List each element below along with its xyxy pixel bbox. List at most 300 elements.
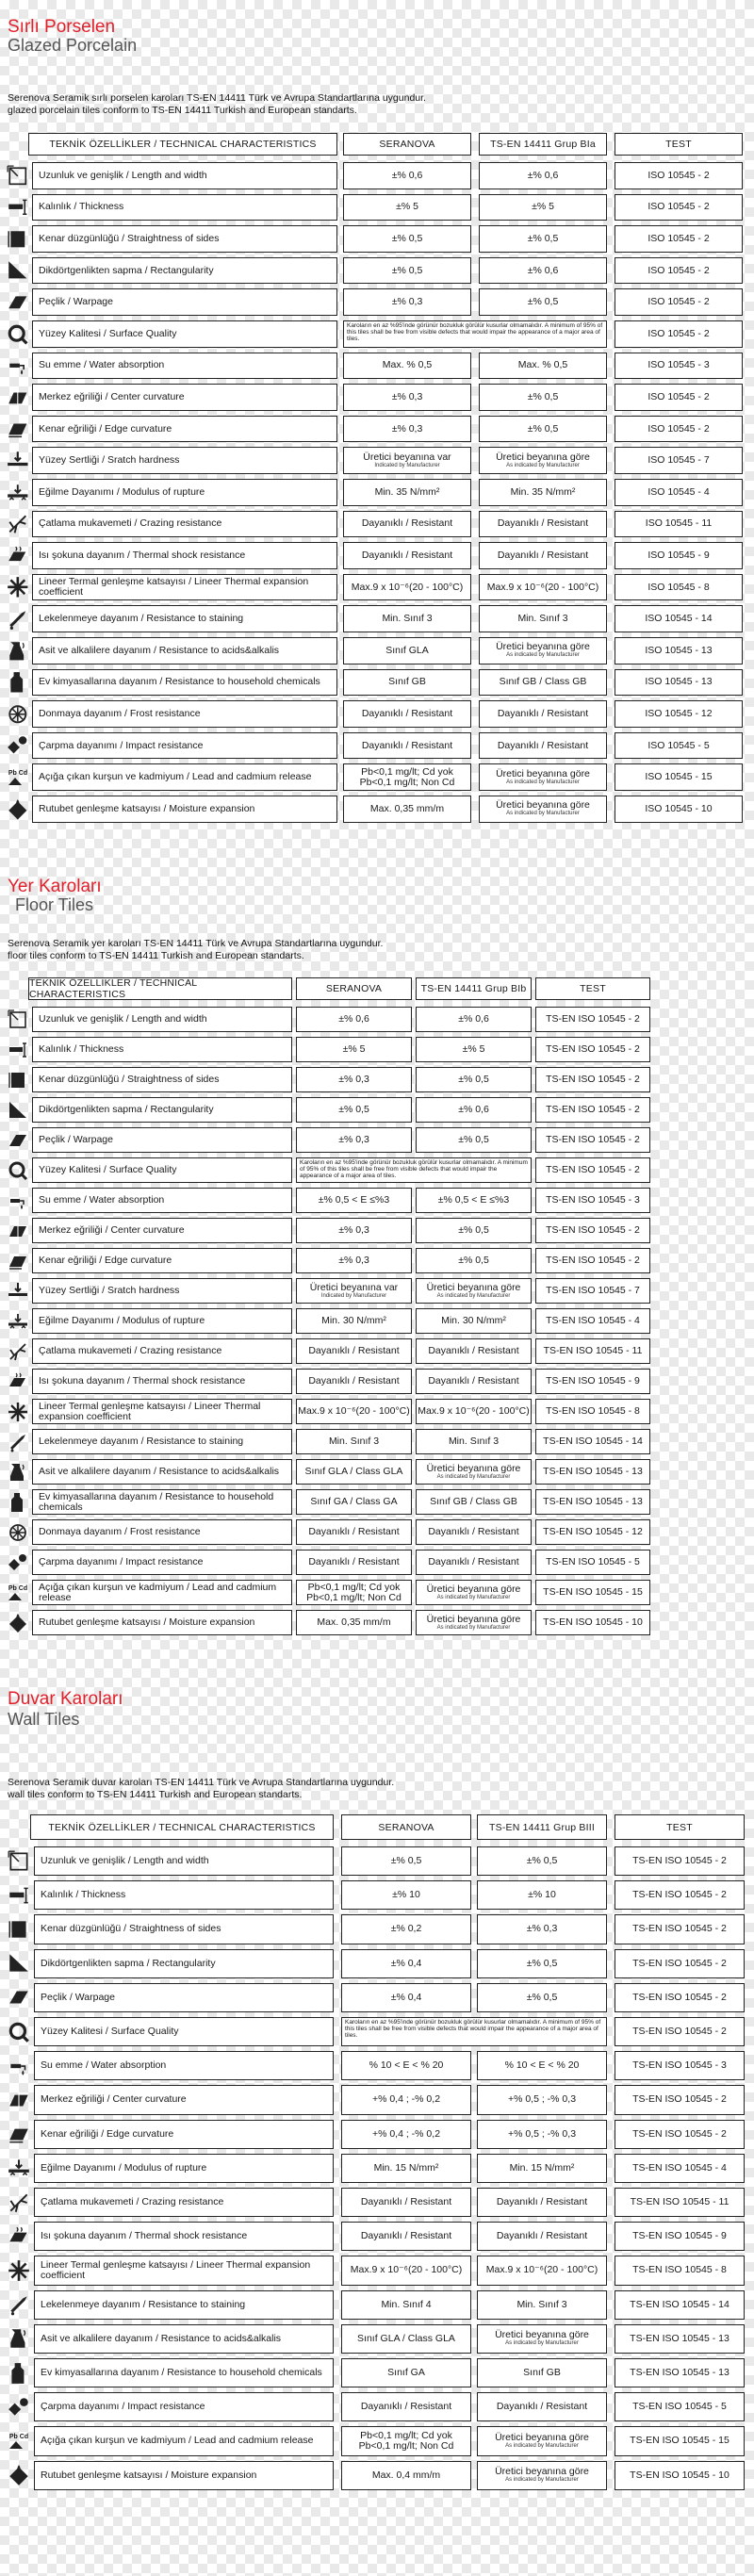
characteristic-cell: Ev kimyasallarına dayanım / Resistance to household chemicals [32,669,337,697]
test-cell: ISO 10545 - 2 [615,320,743,348]
surface-quality-note: Karoların en az %95'inde görünür bozukluk görülür kusurlar olmamalıdır. A minimum of 95% of this tiles shall be free from visible defects that would impair the appearance of a major area of tiles. [296,1157,532,1183]
value-text: Sınıf GLA [385,644,429,656]
table-row [0,2324,754,2354]
value-text: Dayanıklı / Resistant [308,1375,400,1386]
value-text: ±% 0,5 [458,1224,489,1236]
column-header: TEST [535,977,650,1000]
characteristic-cell: Yüzey Sertliği / Sratch hardness [32,447,337,474]
value-text: Min. 15 N/mm² [373,2161,439,2174]
test-cell: TS-EN ISO 10545 - 8 [615,2256,745,2285]
value-text: % 10 < E < % 20 [504,2059,580,2072]
test-cell: ISO 10545 - 15 [615,763,743,791]
section-title: Duvar Karoları [8,1689,123,1709]
column-header: TEKNİK ÖZELLİKLER / TECHNICAL CHARACTERISTICS [28,133,337,156]
value-subtext: As indicated by Manufacturer [436,1594,511,1600]
characteristic-cell: Çatlama mukavemeti / Crazing resistance [34,2188,334,2217]
value-text: ±% 0,5 [458,1134,489,1145]
value-text: Min. 35 N/mm² [374,485,440,498]
test-cell: TS-EN ISO 10545 - 2 [535,1037,650,1062]
test-cell: ISO 10545 - 2 [615,257,743,285]
value-text: ±% 0,6 [391,169,423,181]
value-text: Min. Sınıf 3 [448,1436,500,1447]
test-cell: TS-EN ISO 10545 - 7 [535,1278,650,1304]
value-text: ±% 10 [392,1889,420,1901]
table-header [0,1814,754,1840]
seranova-value [341,2120,471,2149]
test-cell: ISO 10545 - 2 [615,225,743,253]
seranova-value [341,2222,471,2251]
value-text: Min. 15 N/mm² [509,2161,575,2174]
test-cell: TS-EN ISO 10545 - 2 [615,1914,745,1944]
characteristic-cell: Kenar eğriliği / Edge curvature [32,416,337,443]
value-text: ±% 0,5 < E ≤%3 [437,1194,510,1206]
value-text: ±% 0,3 [338,1074,369,1085]
value-text: Sınıf GB / Class GB [430,1496,517,1507]
table-row [0,2154,754,2183]
value-text: ±% 5 [462,1043,485,1055]
value-text: ±% 0,5 [527,390,559,402]
test-cell: TS-EN ISO 10545 - 14 [535,1429,650,1454]
value-text: ±% 0,3 [391,422,423,435]
characteristic-cell: Uzunluk ve genişlik / Length and width [34,1846,334,1876]
value-text: Max.9 x 10⁻⁶(20 - 100°C) [486,581,599,593]
size-icon [6,1846,32,1876]
value-text: Üretici beyanına göre [496,767,590,779]
characteristic-cell: Su emme / Water absorption [32,1188,292,1213]
value-text: +% 0,4 ; -% 0,2 [371,2093,441,2106]
test-cell: TS-EN ISO 10545 - 14 [615,2290,745,2320]
characteristic-cell: Çarpma dayanımı / Impact resistance [32,1550,292,1575]
value-text: Min. 30 N/mm² [321,1315,386,1326]
standard-value [477,2051,607,2080]
characteristic-cell: Yüzey Kalitesi / Surface Quality [32,1157,292,1183]
test-cell: TS-EN ISO 10545 - 2 [615,1880,745,1910]
characteristic-cell: Kenar eğriliği / Edge curvature [32,1248,292,1273]
test-cell: TS-EN ISO 10545 - 2 [535,1127,650,1153]
value-text: ±% 0,4 [390,1991,422,2003]
value-text: Dayanıklı / Resistant [497,739,589,751]
test-cell: TS-EN ISO 10545 - 2 [535,1218,650,1243]
value-subtext: As indicated by Manufacturer [505,2340,579,2347]
value-text: Dayanıklı / Resistant [361,549,453,561]
value-subtext: As indicated by Manufacturer [506,811,580,817]
test-cell: TS-EN ISO 10545 - 2 [535,1097,650,1123]
value-text: Sınıf GA [387,2367,425,2379]
value-text: Sınıf GLA / Class GLA [357,2332,455,2344]
seranova-value [341,2324,471,2354]
value-text: ±% 10 [528,1889,556,1901]
value-text: % 10 < E < % 20 [369,2059,444,2072]
characteristic-cell: Merkez eğriliği / Center curvature [32,384,337,411]
test-cell: TS-EN ISO 10545 - 3 [535,1188,650,1213]
test-cell: ISO 10545 - 8 [615,574,743,601]
value-subtext: As indicated by Manufacturer [436,1292,511,1299]
pb-label: Pb [8,1584,17,1592]
staining-icon [6,2290,32,2320]
characteristic-cell: Çatlama mukavemeti / Crazing resistance [32,511,337,538]
characteristic-cell: Eğilme Dayanımı / Modulus of rupture [32,1308,292,1334]
value-text-2: Pb<0,1 mg/lt; Non Cd [359,776,455,788]
value-text: +% 0,5 ; -% 0,3 [507,2127,577,2140]
value-text: Dayanıklı / Resistant [497,517,589,530]
value-text: ±% 0,5 [526,1957,558,1969]
value-subtext: As indicated by Manufacturer [505,2442,579,2449]
value-text: ±% 0,3 [391,390,423,402]
characteristic-cell: Merkez eğriliği / Center curvature [34,2085,334,2114]
test-cell: TS-EN ISO 10545 - 13 [615,2324,745,2354]
value-text: Dayanıklı / Resistant [428,1556,519,1567]
value-text: Sınıf GA / Class GA [310,1496,398,1507]
value-text: Üretici beyanına göre [496,451,590,463]
test-cell: TS-EN ISO 10545 - 2 [535,1157,650,1183]
test-cell: TS-EN ISO 10545 - 2 [615,1846,745,1876]
table-row [0,2426,754,2455]
value-text: Dayanıklı / Resistant [428,1526,519,1537]
characteristic-cell: Açığa çıkan kurşun ve kadmiyum / Lead and cadmium release [32,763,337,791]
test-cell: TS-EN ISO 10545 - 2 [615,2085,745,2114]
characteristic-cell: Uzunluk ve genişlik / Length and width [32,162,337,189]
characteristic-cell: Açığa çıkan kurşun ve kadmiyum / Lead and cadmium release [32,1580,292,1605]
value-text: Dayanıklı / Resistant [360,2230,452,2242]
standard-value [477,2085,607,2114]
value-text: Dayanıklı / Resistant [360,2196,452,2208]
characteristic-cell: Isı şokuna dayanım / Thermal shock resistance [32,542,337,569]
value-text: Dayanıklı / Resistant [360,2401,452,2413]
test-cell: TS-EN ISO 10545 - 2 [535,1007,650,1032]
table-row [0,1983,754,2012]
characteristic-cell: Su emme / Water absorption [34,2051,334,2080]
value-text: Dayanıklı / Resistant [497,549,589,561]
seranova-value [341,1846,471,1876]
seranova-value [341,2461,471,2490]
value-text: Dayanıklı / Resistant [496,2230,588,2242]
value-text: Sınıf GB / Class GB [499,676,587,688]
value-text: Max.9 x 10⁻⁶(20 - 100°C) [350,2264,463,2276]
quality-icon [6,2017,32,2046]
test-cell: TS-EN ISO 10545 - 13 [535,1489,650,1515]
test-cell: TS-EN ISO 10545 - 11 [535,1338,650,1364]
table-row [0,1914,754,1944]
crazing-icon [6,2188,32,2217]
test-cell: TS-EN ISO 10545 - 10 [615,2461,745,2490]
characteristic-cell: Lineer Termal genleşme katsayısı / Lineer Thermal expansion coefficient [32,1399,292,1424]
test-cell: TS-EN ISO 10545 - 5 [535,1550,650,1575]
table-row [0,1846,754,1876]
test-cell: TS-EN ISO 10545 - 2 [615,2120,745,2149]
value-text: ±% 0,3 [338,1255,369,1266]
table-row [0,2392,754,2421]
intro-line: glazed porcelain tiles conform to TS-EN 14411 Turkish and European standarts. [8,105,357,116]
test-cell: TS-EN ISO 10545 - 4 [535,1308,650,1334]
standard-value [477,2358,607,2387]
thermal-shock-icon [6,2222,32,2251]
value-text: Max.9 x 10⁻⁶(20 - 100°C) [418,1405,530,1417]
surface-quality-note: Karoların en az %95'inde görünür bozukluk görülür kusurlar olmamalıdır. A minimum of 95% of this tiles shall be free from visible defects that would impair the appearance of a major area of tiles. [343,320,607,348]
standard-value [477,2461,607,2490]
value-text: Pb<0,1 mg/lt; Cd yok [361,765,453,778]
value-text: ±% 0,6 [458,1013,489,1025]
edge-curvature-icon [6,2120,32,2149]
characteristic-cell: Isı şokuna dayanım / Thermal shock resistance [32,1369,292,1394]
characteristic-cell: Çatlama mukavemeti / Crazing resistance [32,1338,292,1364]
value-text: ±% 0,5 [527,422,559,435]
characteristic-cell: Rutubet genleşme katsayısı / Moisture expansion [32,1610,292,1635]
value-text: Max.9 x 10⁻⁶(20 - 100°C) [351,581,464,593]
rupture-icon [6,2154,32,2183]
standard-value [477,2222,607,2251]
value-text: Max. 0,35 mm/m [369,802,445,814]
value-text: Üretici beyanına göre [496,799,590,812]
column-header: TS-EN 14411 Grup BIII [477,1814,607,1840]
table-row [0,2461,754,2490]
table-row [0,1880,754,1910]
lead-cadmium-icon [6,2426,32,2455]
characteristic-cell: Kalınlık / Thickness [32,194,337,222]
value-text: Dayanıklı / Resistant [496,2196,588,2208]
standard-value [477,1846,607,1876]
characteristic-cell: Yüzey Kalitesi / Surface Quality [32,320,337,348]
test-cell: ISO 10545 - 5 [615,732,743,760]
characteristic-cell: Lekelenmeye dayanım / Resistance to staining [32,1429,292,1454]
value-text: Dayanıklı / Resistant [308,1556,400,1567]
characteristic-cell: Kenar düzgünlüğü / Straightness of sides [32,1067,292,1092]
value-text: Üretici beyanına göre [496,641,590,653]
value-text: Pb<0,1 mg/lt; Cd yok [360,2429,452,2441]
characteristic-cell: Su emme / Water absorption [32,353,337,380]
value-text: Dayanıklı / Resistant [496,2401,588,2413]
section-subtitle: Glazed Porcelain [8,36,138,55]
table-row [0,2085,754,2114]
test-cell: TS-EN ISO 10545 - 2 [615,2017,745,2046]
column-header: SERANOVA [296,977,412,1000]
value-text: Max.9 x 10⁻⁶(20 - 100°C) [485,2264,598,2276]
value-text: ±% 0,5 [526,1991,558,2003]
seranova-value [341,2188,471,2217]
characteristic-cell: Kalınlık / Thickness [32,1037,292,1062]
surface-quality-note: Karoların en az %95'inde görünür bozukluk görülür kusurlar olmamalıdır. A minimum of 95% of this tiles shall be free from visible defects that would impair the appearance of a major area of tiles. [341,2017,607,2046]
seranova-value [341,1914,471,1944]
table-row [0,2017,754,2046]
column-header: TEKNİK ÖZELLİKLER / TECHNICAL CHARACTERISTICS [30,1814,334,1840]
table-row [0,2358,754,2387]
test-cell: TS-EN ISO 10545 - 13 [535,1459,650,1485]
standard-value [477,1949,607,1978]
standard-value [477,2120,607,2149]
characteristic-cell: Rutubet genleşme katsayısı / Moisture expansion [34,2461,334,2490]
standard-value [477,1880,607,1910]
value-text-2: Pb<0,1 mg/lt; Non Cd [306,1591,402,1603]
value-text-2: Pb<0,1 mg/lt; Non Cd [358,2439,454,2452]
value-text: Min. Sınıf 4 [381,2298,432,2310]
water-absorption-icon [6,2051,32,2080]
characteristic-cell: Kenar düzgünlüğü / Straightness of sides [34,1914,334,1944]
test-cell: TS-EN ISO 10545 - 8 [535,1399,650,1424]
warpage-icon [6,1983,32,2012]
test-cell: TS-EN ISO 10545 - 12 [535,1519,650,1545]
characteristic-cell: Asit ve alkalilere dayanım / Resistance to acids&alkalis [34,2324,334,2354]
characteristic-cell: Kenar düzgünlüğü / Straightness of sides [32,225,337,253]
pb-label: Pb [8,769,17,777]
straightness-icon [6,1914,32,1944]
column-header: SERANOVA [341,1814,471,1840]
standard-value [477,2426,607,2455]
standard-value [477,1914,607,1944]
value-text: ±% 0,6 [338,1013,369,1025]
table-row [0,1949,754,1978]
seranova-value [341,1949,471,1978]
test-cell: ISO 10545 - 2 [615,416,743,443]
intro-line: Serenova Seramik yer karoları TS-EN 14411 Türk ve Avrupa Standartlarına uygundur. [8,938,384,949]
test-cell: TS-EN ISO 10545 - 9 [615,2222,745,2251]
rectangularity-icon [6,1949,32,1978]
column-header: TS-EN 14411 Grup BIb [416,977,532,1000]
characteristic-cell: Dikdörtgenlikten sapma / Rectangularity [32,1097,292,1123]
value-text: Max. % 0,5 [382,359,433,371]
spec-table [0,1814,754,2495]
table-row [0,2120,754,2149]
column-header: SERANOVA [343,133,471,156]
table-row [0,2051,754,2080]
value-text: Max. 0,35 mm/m [317,1616,391,1628]
value-text: Min. 30 N/mm² [441,1315,506,1326]
value-text: ±% 0,5 [338,1104,369,1115]
value-text: ±% 0,6 [458,1104,489,1115]
characteristic-cell: Lineer Termal genleşme katsayısı / Lineer Thermal expansion coefficient [34,2256,334,2285]
impact-icon [6,2392,32,2421]
value-text: ±% 0,4 [390,1957,422,1969]
test-cell: TS-EN ISO 10545 - 9 [535,1369,650,1394]
value-text: Üretici beyanına göre [426,1462,521,1474]
value-text: Sınıf GB [523,2367,561,2379]
test-cell: ISO 10545 - 11 [615,511,743,538]
value-text: Pb<0,1 mg/lt; Cd yok [307,1581,401,1593]
value-text: Dayanıklı / Resistant [428,1345,519,1356]
standard-value [477,2290,607,2320]
value-text: ±% 0,3 [526,1923,558,1935]
value-text: ±% 0,5 [458,1074,489,1085]
value-text: Üretici beyanına göre [426,1583,521,1595]
value-text: Min. 35 N/mm² [510,485,576,498]
value-text: ±% 0,6 [527,264,559,276]
characteristic-cell: Lekelenmeye dayanım / Resistance to staining [34,2290,334,2320]
characteristic-cell: Lekelenmeye dayanım / Resistance to staining [32,605,337,632]
standard-value [477,1983,607,2012]
value-text: ±% 0,3 [391,296,423,308]
value-text: ±% 5 [396,201,418,213]
characteristic-cell: Açığa çıkan kurşun ve kadmiyum / Lead and cadmium release [34,2426,334,2455]
test-cell: TS-EN ISO 10545 - 11 [615,2188,745,2217]
characteristic-cell: Kenar eğriliği / Edge curvature [34,2120,334,2149]
table-row [0,2256,754,2285]
value-subtext: As indicated by Manufacturer [436,1624,511,1631]
characteristic-cell: Asit ve alkalilere dayanım / Resistance to acids&alkalis [32,1459,292,1485]
value-subtext: As indicated by Manufacturer [505,2477,579,2484]
test-cell: ISO 10545 - 2 [615,384,743,411]
value-text: ±% 0,2 [390,1923,422,1935]
value-subtext: As indicated by Manufacturer [506,462,580,468]
characteristic-cell: Lineer Termal genleşme katsayısı / Lineer Thermal expansion coefficient [32,574,337,601]
value-text: Max. 0,4 mm/m [371,2469,441,2481]
value-text: Dayanıklı / Resistant [308,1345,400,1356]
section-title: Sırlı Porselen [8,17,116,37]
intro-line: wall tiles conform to TS-EN 14411 Turkish and European standarts. [8,1789,303,1800]
center-curvature-icon [6,2085,32,2114]
value-text: Sınıf GB [388,676,426,688]
value-text: Dayanıklı / Resistant [361,517,453,530]
value-subtext: As indicated by Manufacturer [436,1473,511,1480]
acid-icon [6,2324,32,2354]
lead-cadmium-label [9,2434,28,2449]
intro-line: Serenova Seramik sırlı porselen karoları TS-EN 14411 Türk ve Avrupa Standartlarına uygundur. [8,92,426,104]
seranova-value [341,1983,471,2012]
seranova-value [341,2085,471,2114]
value-text: ±% 0,5 [391,264,423,276]
test-cell: TS-EN ISO 10545 - 15 [615,2426,745,2455]
value-text: Min. Sınıf 3 [517,613,568,625]
cd-label: Cd [18,1584,28,1592]
value-text: Dayanıklı / Resistant [428,1375,519,1386]
value-text: Üretici beyanına göre [426,1281,521,1293]
standard-value [477,2256,607,2285]
characteristic-cell: Uzunluk ve genişlik / Length and width [32,1007,292,1032]
test-cell: ISO 10545 - 2 [615,288,743,316]
value-text: Dayanıklı / Resistant [497,707,589,719]
characteristic-cell: Yüzey Kalitesi / Surface Quality [34,2017,334,2046]
pb-label: Pb [8,2433,18,2440]
value-text: Dayanıklı / Resistant [361,739,453,751]
column-header: TEKNİK ÖZELLİKLER / TECHNICAL CHARACTERISTICS [28,977,292,1000]
value-text: Dayanıklı / Resistant [361,707,453,719]
chemicals-icon [6,2358,32,2387]
value-text: Max. % 0,5 [517,359,568,371]
value-text: ±% 0,5 < E ≤%3 [318,1194,390,1206]
characteristic-cell: Dikdörtgenlikten sapma / Rectangularity [32,257,337,285]
standard-value [477,2324,607,2354]
table-row [0,2188,754,2217]
characteristic-cell: Peçlik / Warpage [32,1127,292,1153]
characteristic-cell: Yüzey Sertliği / Sratch hardness [32,1278,292,1304]
standard-value [477,2154,607,2183]
seranova-value [341,2154,471,2183]
value-text: Üretici beyanına var [363,451,451,463]
cd-label: Cd [19,2433,29,2440]
characteristic-cell: Eğilme Dayanımı / Modulus of rupture [34,2154,334,2183]
test-cell: ISO 10545 - 13 [615,637,743,665]
table-row [0,2222,754,2251]
test-cell: ISO 10545 - 12 [615,700,743,728]
test-cell: ISO 10545 - 14 [615,605,743,632]
value-text: Üretici beyanına göre [495,2466,589,2478]
intro-line: Serenova Seramik duvar karoları TS-EN 14411 Türk ve Avrupa Standartlarına uygundur. [8,1777,395,1788]
seranova-value [341,2051,471,2080]
section-intro [8,1777,394,1801]
characteristic-cell: Asit ve alkalilere dayanım / Resistance to acids&alkalis [32,637,337,665]
test-cell: TS-EN ISO 10545 - 2 [535,1067,650,1092]
test-cell: ISO 10545 - 10 [615,796,743,823]
value-text: Üretici beyanına göre [495,2329,589,2341]
value-subtext: Indicated by Manufacturer [374,462,440,468]
value-text: +% 0,5 ; -% 0,3 [507,2093,577,2106]
test-cell: ISO 10545 - 9 [615,542,743,569]
test-cell: TS-EN ISO 10545 - 2 [615,1983,745,2012]
value-text: ±% 5 [532,201,554,213]
value-text: Min. Sınıf 3 [382,613,433,625]
test-cell: TS-EN ISO 10545 - 5 [615,2392,745,2421]
characteristic-cell: Donmaya dayanım / Frost resistance [32,700,337,728]
test-cell: ISO 10545 - 2 [615,162,743,189]
value-text: Üretici beyanına var [309,1281,399,1293]
seranova-value [341,2256,471,2285]
